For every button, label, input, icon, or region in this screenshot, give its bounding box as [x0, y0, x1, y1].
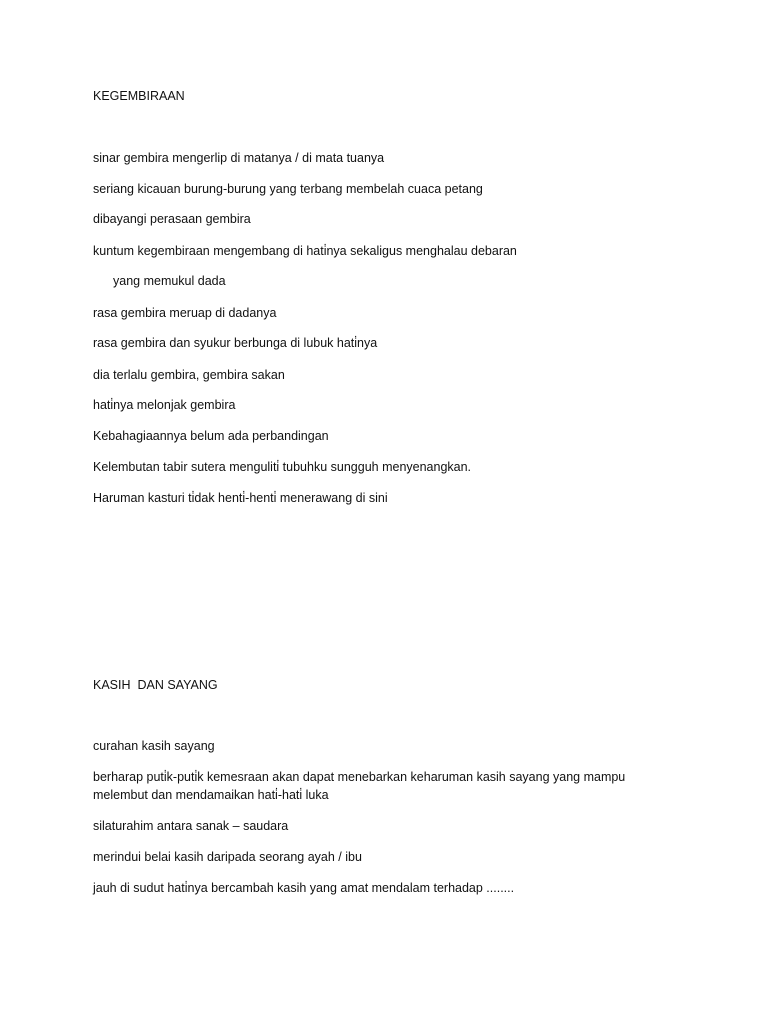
text-line-indented: yang memukul dada	[113, 274, 226, 288]
section-title-kasih-dan-sayang: KASIH DAN SAYANG	[93, 678, 218, 692]
text-line: curahan kasih sayang	[93, 739, 215, 753]
text-line-wrapped: berharap puti̇k-puti̇k kemesraan akan dapat menebarkan keharuman kasih sayang yang mampu melembut dan mendamaikan hati̇-hati̇ luka	[93, 770, 626, 802]
text-line: Haruman kasturi ti̇dak henti̇-henti̇ menerawang di sini	[93, 491, 388, 505]
text-line: kuntum kegembiraan mengembang di hati̇nya sekaligus menghalau debaran	[93, 244, 517, 258]
text-line: dia terlalu gembira, gembira sakan	[93, 368, 285, 382]
text-line: jauh di sudut hati̇nya bercambah kasih yang amat mendalam terhadap ........	[93, 881, 515, 895]
text-line: Kebahagiaannya belum ada perbandingan	[93, 429, 329, 443]
text-line: seriang kicauan burung-burung yang terbang membelah cuaca petang	[93, 182, 483, 196]
text-line: Kelembutan tabir sutera menguliti̇ tubuhku sungguh menyenangkan.	[93, 460, 472, 474]
text-line: silaturahim antara sanak – saudara	[93, 819, 289, 833]
text-line: hati̇nya melonjak gembira	[93, 398, 236, 412]
text-line: sinar gembira mengerlip di matanya / di mata tuanya	[93, 151, 385, 165]
text-line: rasa gembira meruap di dadanya	[93, 306, 277, 320]
text-line: rasa gembira dan syukur berbunga di lubuk hati̇nya	[93, 336, 378, 350]
section-title-kegembiraan: KEGEMBIRAAN	[93, 89, 185, 103]
text-line: merindui belai kasih daripada seorang ayah / ibu	[93, 850, 362, 864]
text-line: dibayangi perasaan gembira	[93, 212, 251, 226]
